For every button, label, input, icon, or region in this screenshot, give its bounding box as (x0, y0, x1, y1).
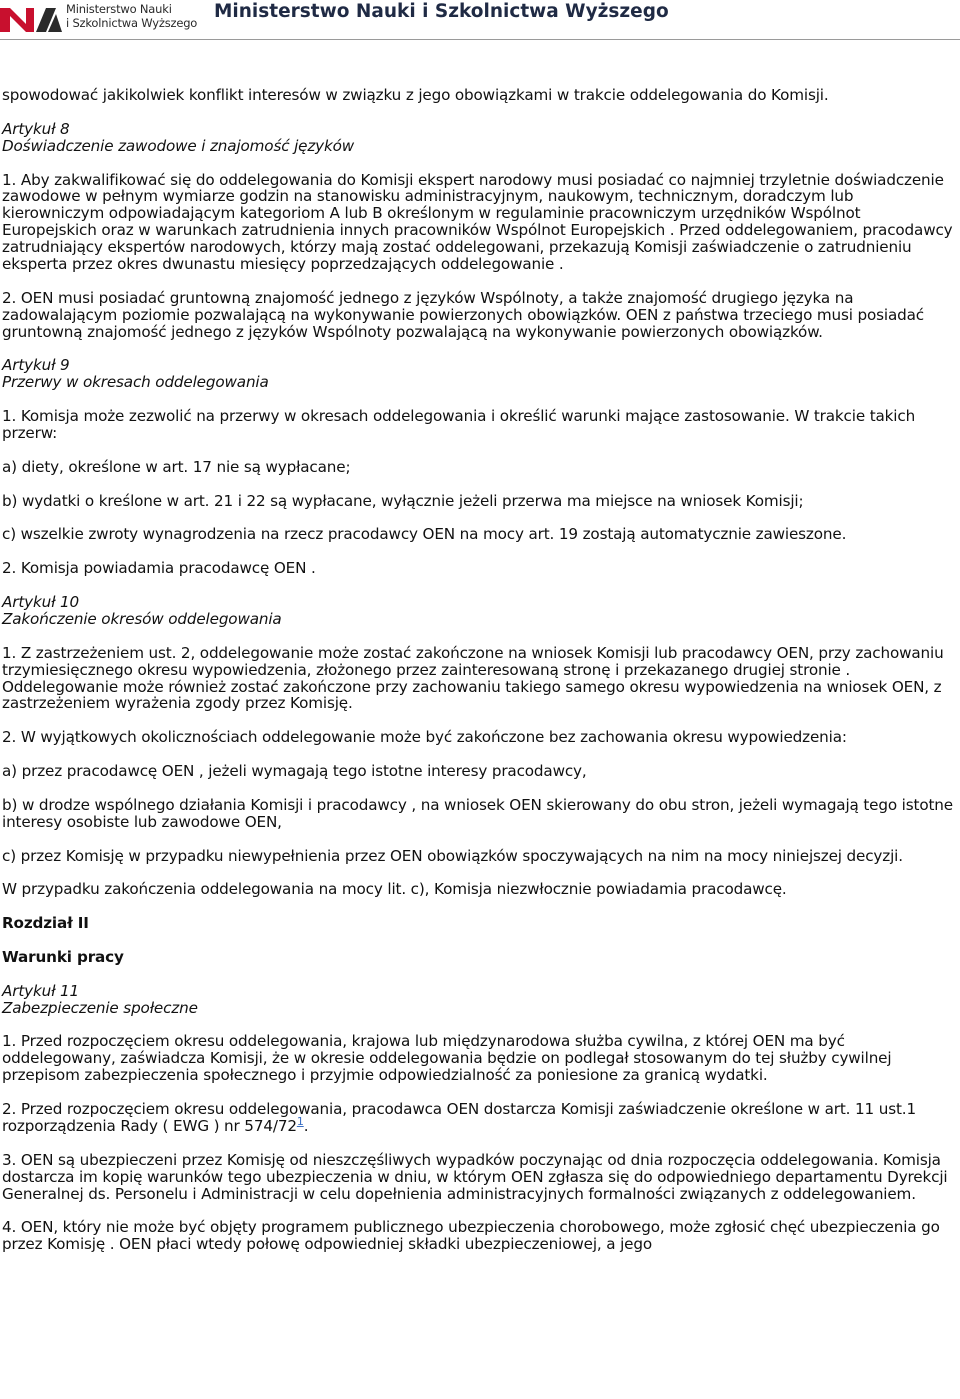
paragraph: 2. Komisja powiadamia pracodawcę OEN . (2, 559, 316, 578)
page-header (0, 0, 960, 40)
ministry-emblem-icon (0, 2, 62, 34)
article-number: Artykuł 10 (2, 593, 80, 612)
article-11-heading (2, 983, 958, 1017)
article-number: Artykuł 9 (2, 356, 70, 375)
paragraph: W przypadku zakończenia oddelegowania na mocy lit. c), Komisja niezwłocznie powiadamia pracodawcę. (2, 880, 787, 899)
logo-line-1: Ministerstwo Nauki (66, 2, 172, 16)
paragraph: c) przez Komisję w przypadku niewypełnienia przez OEN obowiązków spoczywających na nim na mocy niniejszej decyzji. (2, 846, 903, 865)
article-title: Doświadczenie zawodowe i znajomość języków (2, 136, 355, 155)
logo-line-2: i Szkolnictwa Wyższego (66, 16, 198, 30)
ministry-logo (0, 0, 200, 36)
article-title: Zabezpieczenie społeczne (2, 998, 198, 1017)
paragraph: a) diety, określone w art. 17 nie są wypłacane; (2, 457, 351, 476)
article-title: Zakończenie okresów oddelegowania (2, 609, 282, 628)
article-8-heading (2, 121, 958, 155)
paragraph: 1. Przed rozpoczęciem okresu oddelegowania, krajowa lub międzynarodowa służba cywilna, z której OEN ma być oddelegowany, zaświadcza Komisji, że w okresie oddelegowania będzie on podlegał stosowanym do tej służby cywilnej przepisom zabezpieczenia społecznego i przyjmie odpowiedzialność za poniesione za granicą wydatki. (2, 1032, 892, 1085)
paragraph: 2. OEN musi posiadać gruntowną znajomość jednego z języków Wspólnoty, a także znajomość drugiego języka na zadowalającym poziomie pozwalającą na wykonywanie powierzonych obowiązków. OEN z państwa trzeciego musi posiadać gruntowną znajomość jednego z języków Wspólnoty pozwalającą na wykonywanie powierzonych obowiązków. (2, 288, 924, 341)
article-number: Artykuł 8 (2, 119, 70, 138)
chapter-heading: Rozdział II (2, 914, 89, 933)
article-number: Artykuł 11 (2, 981, 80, 1000)
paragraph: 1. Komisja może zezwolić na przerwy w okresach oddelegowania i określić warunki mające zastosowanie. W trakcie takich przerw: (2, 407, 916, 443)
article-title: Przerwy w okresach oddelegowania (2, 373, 269, 392)
paragraph: 1. Z zastrzeżeniem ust. 2, oddelegowanie może zostać zakończone na wniosek Komisji lub pracodawcy OEN, przy zachowaniu trzymiesięcznego okresu wypowiedzenia, złożonego przez zainteresowaną stronę i przekazanego drugiej stronie . Oddelegowanie może również zostać zakończone przy zachowaniu takiego samego okresu wypowiedzenia na wniosek OEN, z zastrzeżeniem wyrażenia zgody przez Komisję. (2, 643, 944, 713)
document-body (2, 87, 958, 1270)
paragraph: 2. W wyjątkowych okolicznościach oddelegowanie może być zakończone bez zachowania okresu wypowiedzenia: (2, 728, 847, 747)
article-10-heading (2, 594, 958, 628)
paragraph-end: . (303, 1116, 309, 1135)
paragraph: 4. OEN, który nie może być objęty programem publicznego ubezpieczenia chorobowego, może zgłosić chęć ubezpieczenia go przez Komisję . OEN płaci wtedy połowę odpowiedniej składki ubezpieczeniowej, a jego (2, 1218, 940, 1254)
paragraph: b) wydatki o kreślone w art. 21 i 22 są wypłacane, wyłącznie jeżeli przerwa ma miejsce na wniosek Komisji; (2, 491, 804, 510)
article-9-heading (2, 357, 958, 391)
paragraph: b) w drodze wspólnego działania Komisji i pracodawcy , na wniosek OEN skierowany do obu stron, jeżeli wymagają tego istotne interesy osobiste lub zawodowe OEN, (2, 795, 953, 831)
header-title: Ministerstwo Nauki i Szkolnictwa Wyższego (214, 1, 669, 22)
paragraph: c) wszelkie zwroty wynagrodzenia na rzecz pracodawcy OEN na mocy art. 19 zostają automatycznie zawieszone. (2, 525, 847, 544)
footnote-link[interactable]: 1 (296, 1114, 304, 1128)
paragraph: a) przez pracodawcę OEN , jeżeli wymagają tego istotne interesy pracodawcy, (2, 762, 587, 781)
paragraph (2, 1101, 958, 1135)
paragraph: spowodować jakikolwiek konflikt interesów w związku z jego obowiązkami w trakcie oddelegowania do Komisji. (2, 86, 829, 104)
paragraph-text: 2. Przed rozpoczęciem okresu oddelegowania, pracodawca OEN dostarcza Komisji zaświadczenie określone w art. 11 ust.1 rozporządzenia Rady ( EWG ) nr 574/72 (2, 1100, 916, 1135)
paragraph: 1. Aby zakwalifikować się do oddelegowania do Komisji ekspert narodowy musi posiadać co najmniej trzyletnie doświadczenie zawodowe w pełnym wymiarze godzin na stanowisku administracyjnym, naukowym, technicznym, doradczym lub kierowniczym odpowiadającym kategoriom A lub B określonym w regulaminie pracowniczym urzędników Wspólnot Europejskich oraz w warunkach zatrudnienia innych pracowników Wspólnot Europejskich . Przed oddelegowaniem, pracodawcy zatrudniający ekspertów narodowych, którzy mają zostać oddelegowani, przekazują Komisji zaświadczenie o zatrudnieniu eksperta przez okres dwunastu miesięcy poprzedzających oddelegowanie . (2, 170, 953, 274)
paragraph: 3. OEN są ubezpieczeni przez Komisję od nieszczęśliwych wypadków poczynając od dnia rozpoczęcia oddelegowania. Komisja dostarcza im kopię warunków tego ubezpieczenia w dniu, w którym OEN zgłasza się do odpowiedniego departamentu Dyrekcji Generalnej ds. Personelu i Administracji w celu dopełnienia administracyjnych formalności związanych z oddelegowaniem. (2, 1150, 948, 1203)
logo-wordmark (66, 2, 197, 30)
chapter-title: Warunki pracy (2, 947, 124, 966)
